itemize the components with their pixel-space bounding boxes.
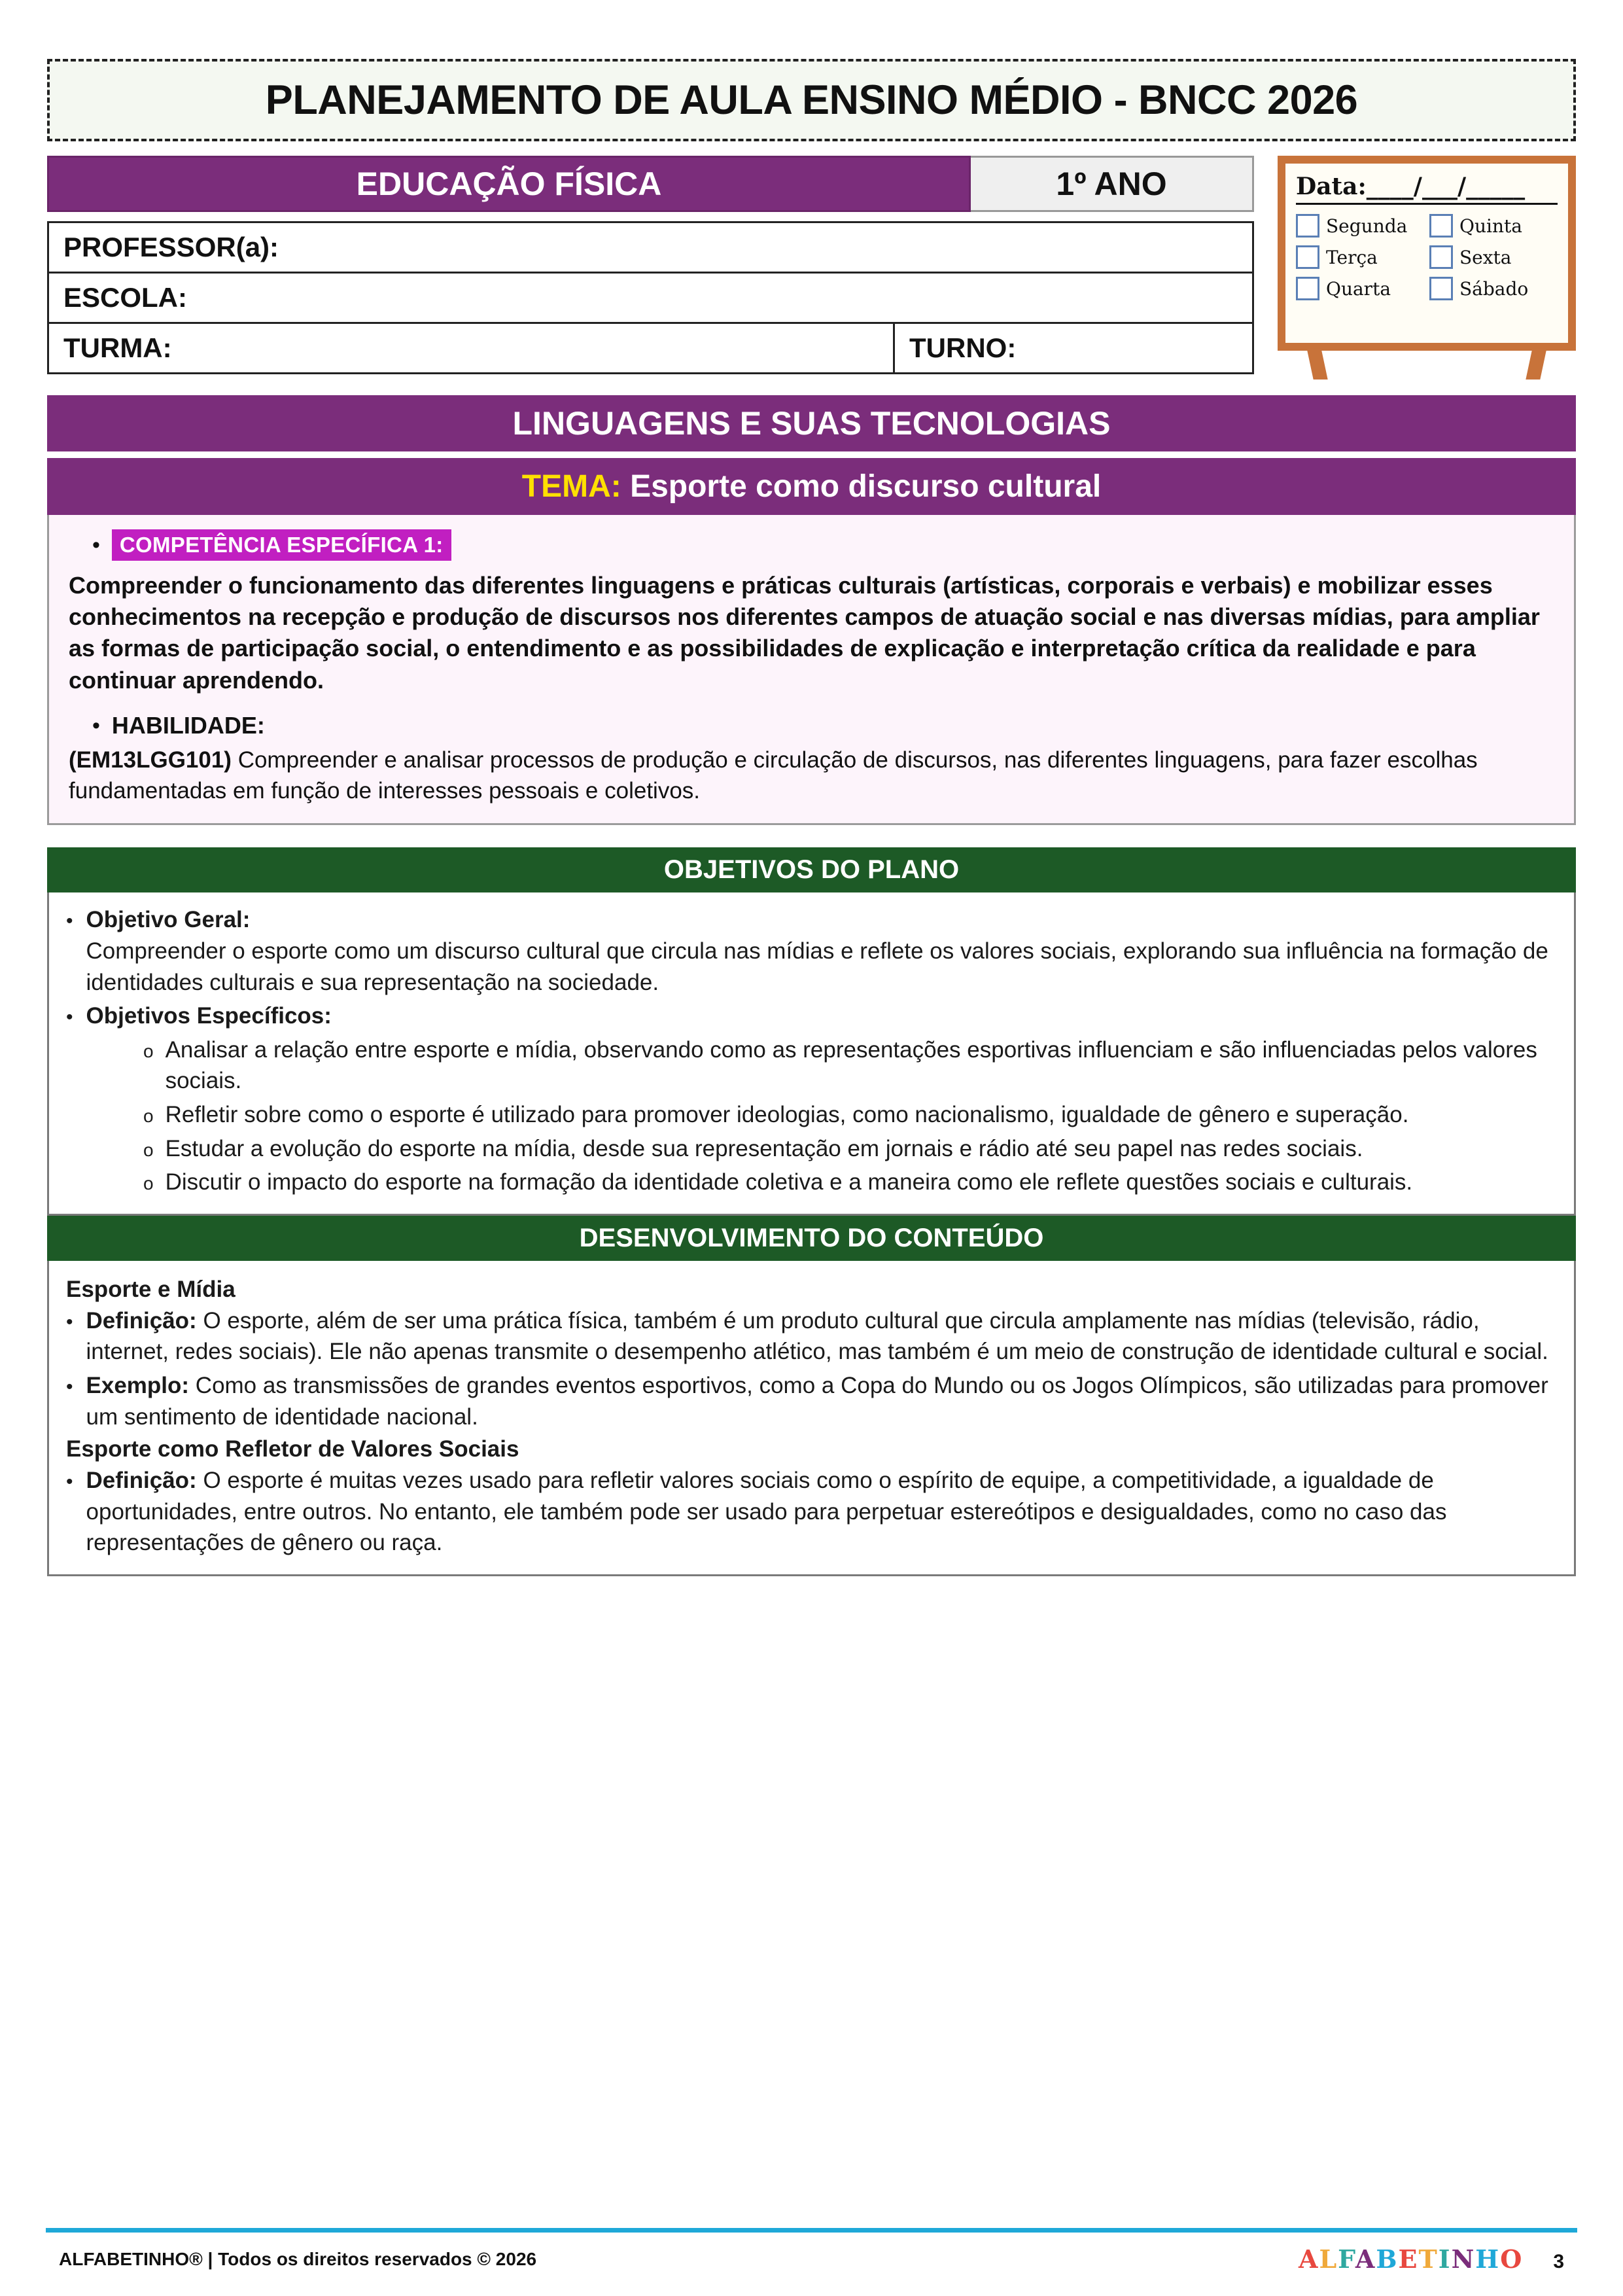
- objectives-section: [47, 847, 1576, 1215]
- page-footer: [0, 2228, 1623, 2296]
- weekday-checkbox-grid: [1296, 214, 1558, 300]
- content-box: [47, 1261, 1576, 1576]
- brand-logo: ALFABETINHO: [1298, 2244, 1524, 2274]
- weekday-label: Sábado: [1459, 277, 1529, 300]
- date-board: [1278, 156, 1576, 380]
- weekday-label: Quarta: [1326, 277, 1391, 300]
- weekday-sabado[interactable]: [1429, 277, 1558, 300]
- objective-general: [66, 904, 1557, 998]
- list-item: [143, 1167, 1557, 1198]
- competence-tag-row: [92, 529, 1554, 561]
- objective-general-body: Compreender o esporte como um discurso cultural que circula nas mídias e reflete os valores sociais, explorando sua influência na formação de identidades culturais e sua representação na sociedade.: [86, 938, 1548, 995]
- bullet-icon: •: [66, 1311, 73, 1333]
- skill-label: HABILIDADE:: [111, 711, 265, 739]
- content-item-text: O esporte é muitas vezes usado para refletir valores sociais como o espírito de equipe, a competitividade, a igualdade de oportunidades, entre outros. No entanto, ele também pode ser usado para perpetuar estereótipos e desigualdades, como no caso das representações de gênero ou raça.: [86, 1468, 1447, 1556]
- theme-bar: [47, 458, 1576, 515]
- bullet-icon: •: [92, 713, 100, 738]
- content-item-label: Exemplo:: [86, 1372, 190, 1398]
- list-item: [66, 1305, 1557, 1368]
- area-bar: LINGUAGENS E SUAS TECNOLOGIAS: [47, 395, 1576, 451]
- page-title-text: PLANEJAMENTO DE AULA ENSINO MÉDIO - BNCC 2026: [265, 77, 1358, 123]
- list-item: [143, 1034, 1557, 1097]
- content-header: DESENVOLVIMENTO DO CONTEÚDO: [47, 1216, 1576, 1261]
- field-professor-label: PROFESSOR(a):: [63, 232, 279, 262]
- discipline-row: [47, 156, 1254, 212]
- header-block: [47, 156, 1576, 380]
- field-professor[interactable]: [47, 221, 1254, 274]
- circle-bullet-icon: o: [143, 1106, 154, 1126]
- theme-label: TEMA:: [521, 469, 621, 504]
- discipline-label: EDUCAÇÃO FÍSICA: [47, 156, 971, 212]
- field-turno[interactable]: [895, 324, 1252, 372]
- list-item: [66, 1465, 1557, 1559]
- weekday-segunda[interactable]: [1296, 214, 1424, 238]
- year-label: 1º ANO: [971, 156, 1254, 212]
- weekday-sexta[interactable]: [1429, 245, 1558, 269]
- page-number: 3: [1553, 2251, 1564, 2272]
- objective-general-text: [86, 904, 1557, 998]
- skill-description: Compreender e analisar processos de produção e circulação de discursos, nas diferentes linguagens, para fazer escolhas fundamentadas em função de interesses pessoais e coletivos.: [69, 747, 1478, 804]
- header-fields: [47, 156, 1254, 374]
- field-turno-label: TURNO:: [909, 332, 1017, 363]
- bullet-icon: •: [66, 1471, 73, 1493]
- footer-copyright: ALFABETINHO® | Todos os direitos reservados © 2026: [59, 2248, 537, 2269]
- content-subtitle: Esporte e Mídia: [66, 1276, 236, 1302]
- bullet-icon: •: [66, 1006, 73, 1029]
- checkbox-icon[interactable]: [1429, 245, 1453, 269]
- field-escola[interactable]: [47, 274, 1254, 324]
- circle-bullet-icon: o: [143, 1040, 154, 1061]
- field-turma-label: TURMA:: [63, 332, 172, 363]
- content-item: [86, 1370, 1557, 1432]
- bullet-icon: •: [66, 910, 73, 932]
- objective-specific-item: Estudar a evolução do esporte na mídia, desde sua representação em jornais e rádio até seu papel nas redes sociais.: [165, 1135, 1363, 1161]
- weekday-label: Quinta: [1459, 215, 1522, 237]
- objective-specific-label: Objetivos Específicos:: [86, 1003, 332, 1029]
- weekday-label: Segunda: [1326, 215, 1408, 237]
- content-item-text: O esporte, além de ser uma prática física, também é um produto cultural que circula amplamente nas mídias (televisão, rádio, internet, redes sociais). Ele não apenas transmite o desempenho atlético, mas também é um meio de construção de identidade cultural e social.: [86, 1307, 1548, 1365]
- objective-general-label: Objetivo Geral:: [86, 907, 251, 933]
- field-escola-label: ESCOLA:: [63, 282, 187, 313]
- date-board-frame: [1278, 156, 1576, 351]
- footer-right-group: [1299, 2244, 1564, 2274]
- date-label[interactable]: Data:____/___/_____: [1296, 173, 1558, 205]
- checkbox-icon[interactable]: [1296, 245, 1319, 269]
- objectives-box: [47, 892, 1576, 1215]
- footer-content: [0, 2233, 1623, 2296]
- field-turma[interactable]: [49, 324, 895, 372]
- list-item: [66, 1370, 1557, 1432]
- bullet-icon: •: [92, 533, 100, 557]
- competence-box: [47, 515, 1576, 825]
- objective-specific-heading: [66, 1000, 1557, 1032]
- content-item: [86, 1305, 1557, 1368]
- weekday-label: Sexta: [1459, 246, 1512, 268]
- circle-bullet-icon: o: [143, 1139, 154, 1160]
- weekday-quarta[interactable]: [1296, 277, 1424, 300]
- content-item-text: Como as transmissões de grandes eventos esportivos, como a Copa do Mundo ou os Jogos Olímpicos, são utilizadas para promover um sentimento de identidade nacional.: [86, 1372, 1548, 1430]
- content-item: [86, 1465, 1557, 1559]
- checkbox-icon[interactable]: [1429, 277, 1453, 300]
- content-item-label: Definição:: [86, 1307, 197, 1333]
- content-subtitle: Esporte como Refletor de Valores Sociais: [66, 1436, 519, 1462]
- weekday-quinta[interactable]: [1429, 214, 1558, 238]
- weekday-terca[interactable]: [1296, 245, 1424, 269]
- content-section: [47, 1216, 1576, 1576]
- competence-text: Compreender o funcionamento das diferentes linguagens e práticas culturais (artísticas, corporais e verbais) e mobilizar esses conhecimentos na recepção e produção de discursos nos diferentes campos de atuação social e nas diversas mídias, para ampliar as formas de participação social, o entendimento e as possibilidades de explicação e interpretação crítica da realidade e para continuar aprendendo.: [69, 572, 1540, 694]
- field-turma-turno[interactable]: [47, 324, 1254, 374]
- weekday-label: Terça: [1326, 246, 1378, 268]
- checkbox-icon[interactable]: [1296, 277, 1319, 300]
- skill-code: (EM13LGG101): [69, 747, 232, 773]
- list-item: [143, 1099, 1557, 1131]
- objectives-header: OBJETIVOS DO PLANO: [47, 847, 1576, 892]
- objective-specific-item: Refletir sobre como o esporte é utilizado para promover ideologias, como nacionalismo, igualdade de gênero e superação.: [165, 1102, 1409, 1127]
- objective-specific-item: Discutir o impacto do esporte na formação da identidade coletiva e a maneira como ele reflete questões sociais e culturais.: [165, 1169, 1413, 1195]
- page-title: [47, 59, 1576, 141]
- checkbox-icon[interactable]: [1429, 214, 1453, 238]
- theme-value: Esporte como discurso cultural: [630, 469, 1102, 504]
- board-legs: [1278, 351, 1576, 380]
- skill-text: [69, 745, 1554, 807]
- bullet-icon: •: [66, 1375, 73, 1398]
- content-item-label: Definição:: [86, 1468, 197, 1494]
- board-leg-left-icon: [1307, 351, 1327, 380]
- board-leg-right-icon: [1526, 351, 1546, 380]
- list-item: [143, 1133, 1557, 1165]
- checkbox-icon[interactable]: [1296, 214, 1319, 238]
- footer-divider: [46, 2228, 1577, 2233]
- circle-bullet-icon: o: [143, 1173, 154, 1194]
- objective-specific-item: Analisar a relação entre esporte e mídia, observando como as representações esportivas influenciam e são influenciadas pelos valores sociais.: [165, 1036, 1537, 1094]
- skill-label-row: [92, 712, 1554, 739]
- competence-tag: COMPETÊNCIA ESPECÍFICA 1:: [112, 529, 451, 561]
